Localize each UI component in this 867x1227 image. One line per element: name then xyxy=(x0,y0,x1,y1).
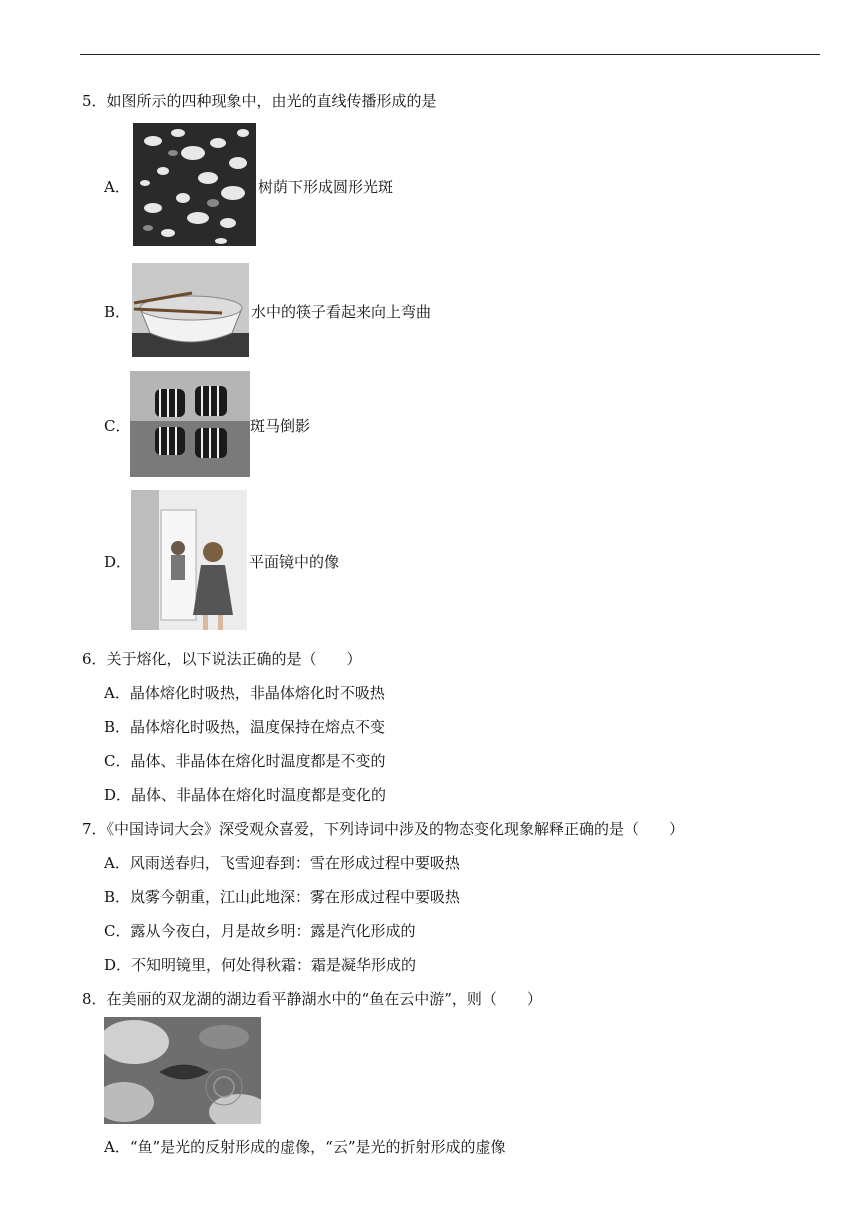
q7-option-a: A．风雨送春归，飞雪迎春到：雪在形成过程中要吸热 xyxy=(104,854,460,872)
q5-option-c-caption: 斑马倒影 xyxy=(250,417,311,435)
question-6-stem: 6．关于熔化，以下说法正确的是（ ） xyxy=(82,650,362,668)
q6-option-d: D．晶体、非晶体在熔化时温度都是变化的 xyxy=(104,786,387,804)
q6-option-c: C．晶体、非晶体在熔化时温度都是不变的 xyxy=(104,752,386,770)
question-7-stem: 7．《中国诗词大会》深受观众喜爱，下列诗词中涉及的物态变化现象解释正确的是（ ） xyxy=(82,820,685,838)
question-8-stem: 8．在美丽的双龙湖的湖边看平静湖水中的“鱼在云中游”，则（ ） xyxy=(82,990,542,1008)
fish-in-clouds-lake-image xyxy=(104,1017,261,1124)
q5-option-b-label: B． xyxy=(104,303,131,321)
q7-option-d: D．不知明镜里，何处得秋霜：霜是凝华形成的 xyxy=(104,956,417,974)
zebra-reflection-image xyxy=(130,371,250,477)
chopsticks-in-bowl-image xyxy=(132,263,249,357)
q5-option-c-label: C． xyxy=(104,417,131,435)
tree-shade-light-spots-image xyxy=(133,123,256,246)
q5-option-d-label: D． xyxy=(104,553,132,571)
q5-option-a-label: A． xyxy=(104,178,130,196)
q7-option-b: B．岚雾今朝重，江山此地深：雾在形成过程中要吸热 xyxy=(104,888,461,906)
q5-option-b-caption: 水中的筷子看起来向上弯曲 xyxy=(251,303,432,321)
q7-option-c: C．露从今夜白，月是故乡明：露是汽化形成的 xyxy=(104,922,416,940)
q5-option-d-caption: 平面镜中的像 xyxy=(249,553,340,571)
q8-option-a: A．“鱼”是光的反射形成的虚像，“云”是光的折射形成的虚像 xyxy=(104,1138,506,1156)
header-rule xyxy=(80,54,820,55)
question-5-stem: 5．如图所示的四种现象中，由光的直线传播形成的是 xyxy=(82,92,437,110)
q6-option-a: A．晶体熔化时吸热，非晶体熔化时不吸热 xyxy=(104,684,385,702)
q5-option-a-caption: 树荫下形成圆形光斑 xyxy=(258,178,394,196)
girl-at-mirror-image xyxy=(131,490,247,630)
q6-option-b: B．晶体熔化时吸热，温度保持在熔点不变 xyxy=(104,718,386,736)
